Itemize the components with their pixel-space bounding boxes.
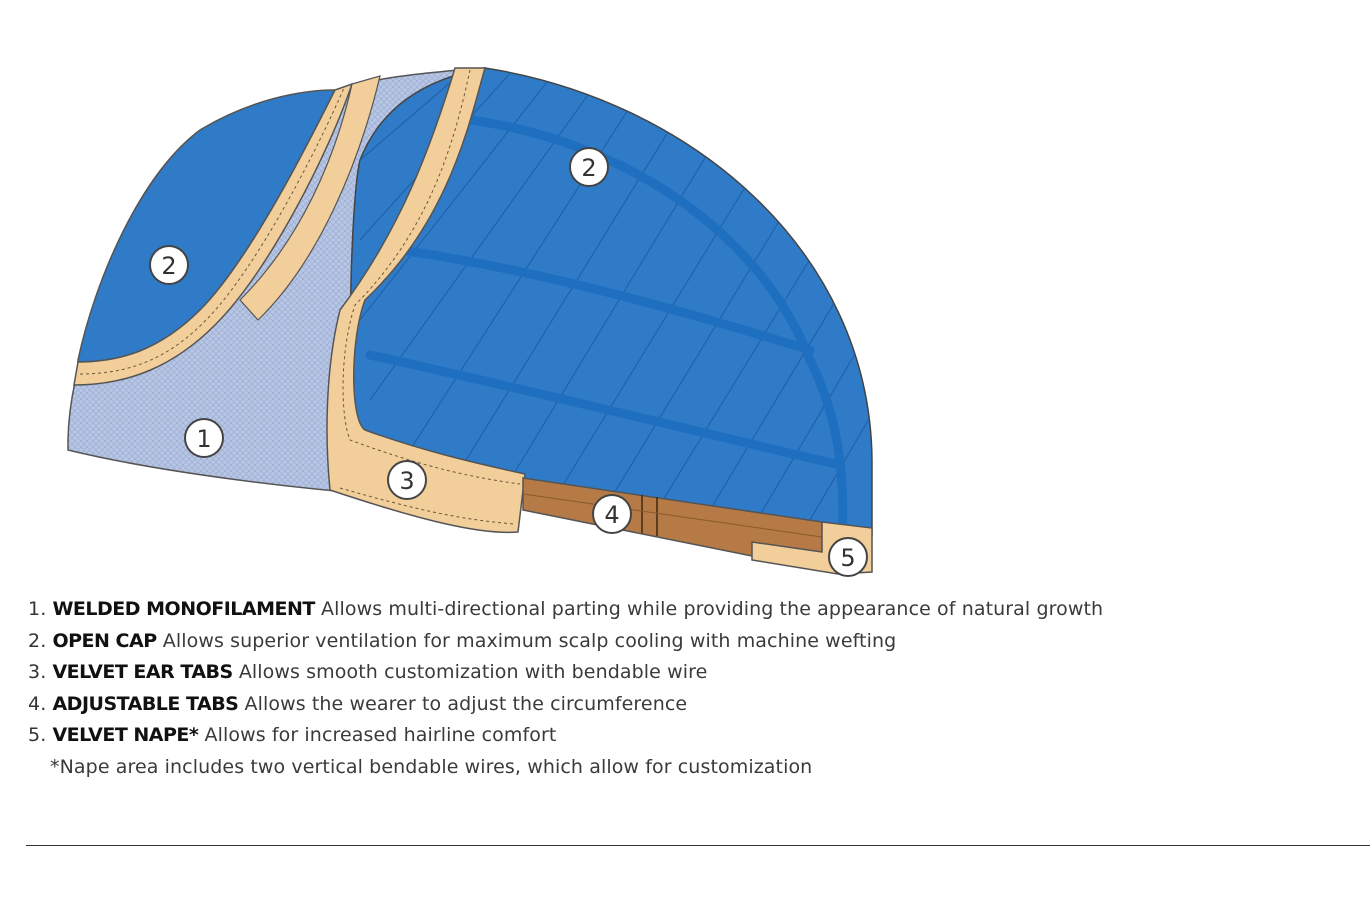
svg-text:1: 1	[196, 425, 212, 453]
legend-item	[28, 626, 1103, 658]
legend-item	[28, 689, 1103, 721]
callout-2-top	[570, 148, 608, 186]
svg-text:4: 4	[604, 501, 620, 529]
legend-term: OPEN CAP	[52, 629, 157, 652]
legend-list	[28, 594, 1103, 784]
callout-4	[593, 495, 631, 533]
legend-description: Allows for increased hairline comfort	[204, 724, 557, 747]
legend-term: VELVET EAR TABS	[52, 661, 233, 684]
svg-text:5: 5	[840, 544, 856, 572]
legend-number: 4.	[28, 692, 47, 715]
callout-2-front	[150, 246, 188, 284]
legend-number: 3.	[28, 661, 47, 684]
legend-item	[28, 720, 1103, 752]
legend-number: 2.	[28, 629, 47, 652]
legend-term: VELVET NAPE*	[52, 724, 199, 747]
legend-description: Allows superior ventilation for maximum scalp cooling with machine wefting	[162, 629, 897, 652]
legend-number: 1.	[28, 598, 47, 620]
callout-3	[388, 461, 426, 499]
footnote: *Nape area includes two vertical bendable wires, which allow for customization	[50, 755, 813, 778]
callout-5	[829, 538, 867, 576]
svg-text:2: 2	[161, 252, 177, 280]
legend-item	[28, 657, 1103, 689]
legend-number: 5.	[28, 724, 47, 747]
legend-description: Allows smooth customization with bendable wire	[238, 661, 708, 684]
legend-item	[28, 594, 1103, 626]
svg-text:3: 3	[399, 467, 415, 495]
legend-term: ADJUSTABLE TABS	[52, 692, 239, 715]
svg-text:2: 2	[581, 154, 597, 182]
divider	[26, 845, 1370, 846]
legend-description: Allows multi-directional parting while providing the appearance of natural growth	[321, 598, 1104, 620]
legend-term: WELDED MONOFILAMENT	[52, 598, 315, 620]
callout-1	[185, 419, 223, 457]
legend-description: Allows the wearer to adjust the circumference	[244, 692, 688, 715]
